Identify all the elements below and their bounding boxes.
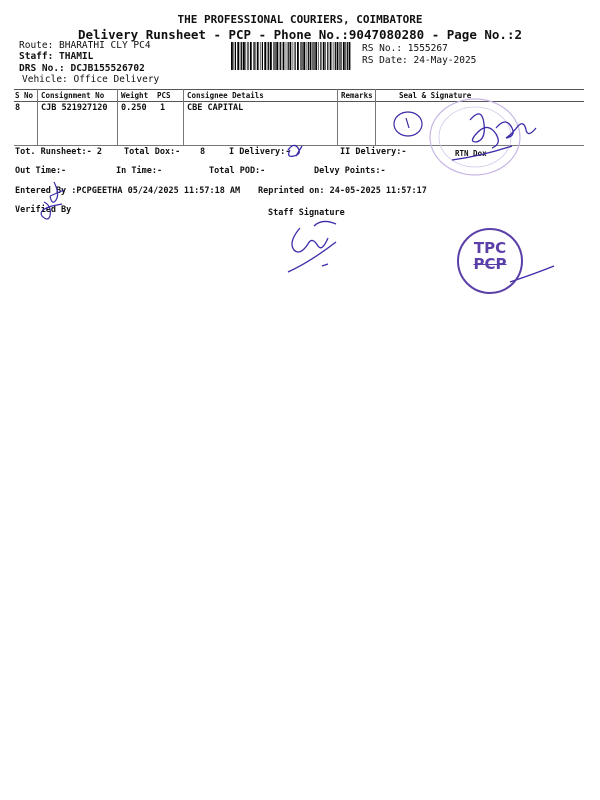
row-sno: 8 (15, 103, 21, 113)
row-weight: 0.250 (121, 103, 147, 113)
staff-signature-label: Staff Signature (268, 208, 345, 218)
drs-number: DRS No.: DCJB155526702 (19, 63, 145, 74)
in-time: In Time:- (116, 166, 163, 176)
tpc-pcp-stamp (457, 228, 523, 294)
tot-runsheet: Tot. Runsheet:- 2 (15, 147, 102, 157)
total-pod: Total POD:- (209, 166, 266, 176)
col-header-pcs: PCS (157, 91, 171, 100)
total-dox-label: Total Dox:- (124, 147, 181, 157)
row-consignment: CJB 521927120 (41, 103, 108, 113)
out-time: Out Time:- (15, 166, 67, 176)
i-delivery: I Delivery:- (229, 147, 291, 157)
vehicle-text: Vehicle: Office Delivery (22, 74, 160, 85)
col-header-weight: Weight (121, 91, 149, 100)
receiver-signature (452, 114, 536, 160)
entered-by: Entered By :PCPGEETHA 05/24/2025 11:57:18 AM (15, 186, 241, 196)
col-header-sno: S No (15, 91, 34, 100)
ii-delivery: II Delivery:- (340, 147, 407, 157)
col-header-seal: Seal & Signature (399, 91, 472, 100)
rs-date: RS Date: 24-May-2025 (362, 55, 477, 66)
total-dox-value: 8 (200, 147, 206, 157)
reprinted-on: Reprinted on: 24-05-2025 11:57:17 (258, 186, 427, 196)
row-pcs: 1 (160, 103, 166, 113)
stamp-line-2: PCP (473, 255, 507, 273)
delvy-points: Delvy Points:- (314, 166, 386, 176)
verified-by: Verified By (15, 205, 72, 215)
verified-by-pen-mark (41, 202, 62, 219)
col-header-remarks: Remarks (341, 91, 373, 100)
staff-signature-mark (288, 221, 336, 272)
i-delivery-handwritten-mark (288, 145, 302, 156)
company-title: THE PROFESSIONAL COURIERS, COIMBATORE (177, 13, 423, 26)
rtn-dox: RTN Dox (455, 149, 487, 158)
row-consignee: CBE CAPITAL (187, 103, 244, 113)
col-header-consignment: Consignment No (41, 91, 105, 100)
entered-by-pen-mark (50, 182, 64, 202)
seal-initial-stroke (406, 118, 409, 128)
runsheet-subtitle: Delivery Runsheet - PCP - Phone No.:9047080280 - Page No.:2 (77, 27, 522, 42)
route-text: Route: BHARATHI CLY PC4 (19, 40, 151, 51)
col-header-consignee: Consignee Details (187, 91, 264, 100)
rs-number: RS No.: 1555267 (362, 43, 448, 54)
staff-text: Staff: THAMIL (19, 51, 94, 62)
stamp-line-1: TPC (473, 239, 507, 257)
